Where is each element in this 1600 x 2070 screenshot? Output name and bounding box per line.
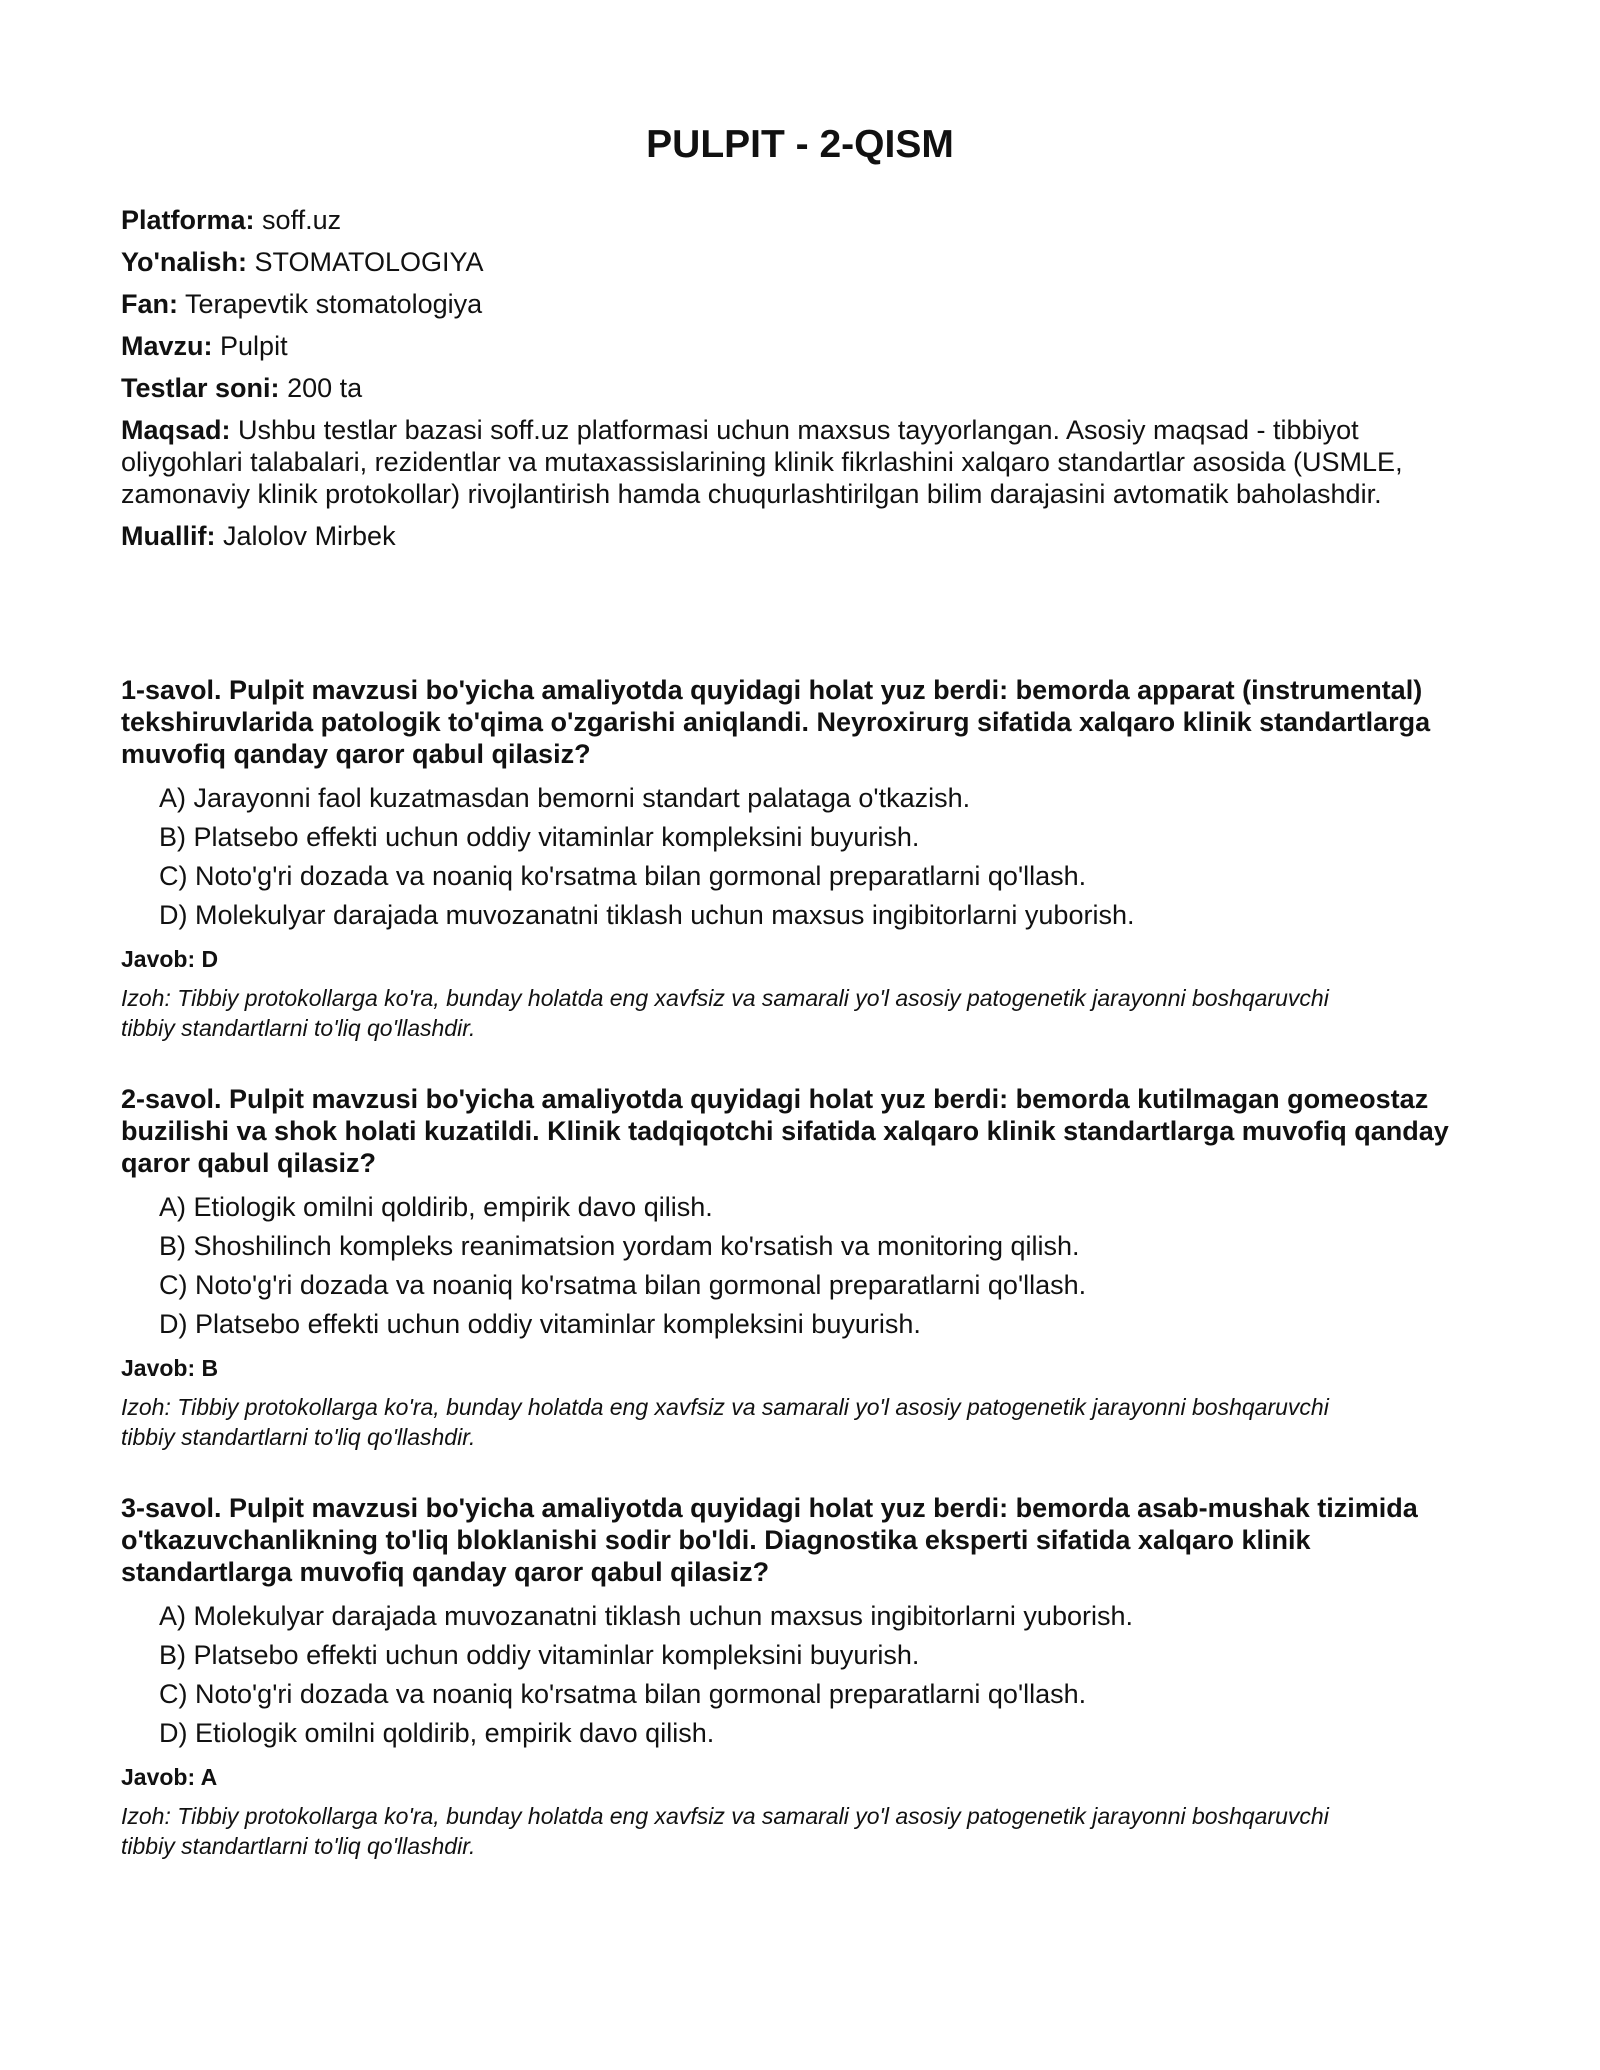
meta-direction-label: Yo'nalish: <box>121 247 247 277</box>
option-c: C) Noto'g'ri dozada va noaniq ko'rsatma bilan gormonal preparatlarni qo'llash. <box>159 1270 1087 1300</box>
meta-topic-label: Mavzu: <box>121 331 213 361</box>
question-1 <box>121 674 1481 1043</box>
document-meta <box>121 204 1461 562</box>
document-title: PULPIT - 2-QISM <box>646 123 954 166</box>
option-d: D) Platsebo effekti uchun oddiy vitaminlar kompleksini buyurish. <box>159 1309 921 1339</box>
meta-purpose <box>121 414 1461 510</box>
question-text: 1-savol. Pulpit mavzusi bo'yicha amaliyotda quyidagi holat yuz berdi: bemorda apparat (instrumental) tekshiruvlarida patologik to'qima o'zgarishi aniqlandi. Neyroxirurg sifatida xalqaro klinik standartlarga muvofiq qanday qaror qabul qilasiz? <box>121 675 1431 769</box>
meta-tests-count <box>121 372 1461 404</box>
option-d: D) Molekulyar darajada muvozanatni tiklash uchun maxsus ingibitorlarni yuborish. <box>159 900 1135 930</box>
meta-topic-value: Pulpit <box>220 331 288 361</box>
meta-author <box>121 520 1461 552</box>
answer-key: Javob: D <box>121 946 219 972</box>
answer-options <box>121 782 1481 931</box>
option-c: C) Noto'g'ri dozada va noaniq ko'rsatma bilan gormonal preparatlarni qo'llash. <box>159 861 1087 891</box>
meta-purpose-label: Maqsad: <box>121 415 231 445</box>
meta-purpose-value: Ushbu testlar bazasi soff.uz platformasi uchun maxsus tayyorlangan. Asosiy maqsad - tibbiyot oliygohlari talabalari, rezidentlar va mutaxassislarining klinik fikrlashini xalqaro standartlar asosida (USMLE, zamonaviy klinik protokollar) rivojlantirish hamda chuqurlashtirilgan bilim darajasini avtomatik baholashdir. <box>121 415 1403 509</box>
option-a: A) Etiologik omilni qoldirib, empirik davo qilish. <box>159 1192 713 1222</box>
meta-topic <box>121 330 1461 362</box>
answer-options <box>121 1191 1481 1340</box>
answer-explanation: Izoh: Tibbiy protokollarga ko'ra, bunday holatda eng xavfsiz va samarali yo'l asosiy patogenetik jarayonni boshqaruvchi tibbiy standartlarni to'liq qo'llashdir. <box>121 1394 1329 1450</box>
option-d: D) Etiologik omilni qoldirib, empirik davo qilish. <box>159 1718 715 1748</box>
meta-tests-label: Testlar soni: <box>121 373 280 403</box>
option-c: C) Noto'g'ri dozada va noaniq ko'rsatma bilan gormonal preparatlarni qo'llash. <box>159 1679 1087 1709</box>
answer-explanation: Izoh: Tibbiy protokollarga ko'ra, bunday holatda eng xavfsiz va samarali yo'l asosiy patogenetik jarayonni boshqaruvchi tibbiy standartlarni to'liq qo'llashdir. <box>121 985 1329 1041</box>
answer-key: Javob: A <box>121 1764 218 1790</box>
option-a: A) Jarayonni faol kuzatmasdan bemorni standart palataga o'tkazish. <box>159 783 971 813</box>
meta-tests-value: 200 ta <box>287 373 363 403</box>
meta-author-label: Muallif: <box>121 521 216 551</box>
meta-subject-value: Terapevtik stomatologiya <box>185 289 483 319</box>
question-text: 3-savol. Pulpit mavzusi bo'yicha amaliyotda quyidagi holat yuz berdi: bemorda asab-mushak tizimida o'tkazuvchanlikning to'liq bloklanishi sodir bo'ldi. Diagnostika eksperti sifatida xalqaro klinik standartlarga muvofiq qanday qaror qabul qilasiz? <box>121 1493 1418 1587</box>
meta-author-value: Jalolov Mirbek <box>223 521 396 551</box>
meta-subject-label: Fan: <box>121 289 178 319</box>
meta-direction-value: STOMATOLOGIYA <box>254 247 484 277</box>
meta-platform-value: soff.uz <box>262 205 342 235</box>
answer-key: Javob: B <box>121 1355 219 1381</box>
option-b: B) Platsebo effekti uchun oddiy vitaminlar kompleksini buyurish. <box>159 822 920 852</box>
option-b: B) Shoshilinch kompleks reanimatsion yordam ko'rsatish va monitoring qilish. <box>159 1231 1080 1261</box>
question-text: 2-savol. Pulpit mavzusi bo'yicha amaliyotda quyidagi holat yuz berdi: bemorda kutilmagan gomeostaz buzilishi va shok holati kuzatildi. Klinik tadqiqotchi sifatida xalqaro klinik standartlarga muvofiq qanday qaror qabul qilasiz? <box>121 1084 1449 1178</box>
meta-platform <box>121 204 1461 236</box>
question-2 <box>121 1083 1481 1452</box>
answer-explanation: Izoh: Tibbiy protokollarga ko'ra, bunday holatda eng xavfsiz va samarali yo'l asosiy patogenetik jarayonni boshqaruvchi tibbiy standartlarni to'liq qo'llashdir. <box>121 1803 1329 1859</box>
meta-subject <box>121 288 1461 320</box>
meta-direction <box>121 246 1461 278</box>
question-3 <box>121 1492 1481 1861</box>
answer-options <box>121 1600 1481 1749</box>
meta-platform-label: Platforma: <box>121 205 255 235</box>
option-b: B) Platsebo effekti uchun oddiy vitaminlar kompleksini buyurish. <box>159 1640 920 1670</box>
option-a: A) Molekulyar darajada muvozanatni tiklash uchun maxsus ingibitorlarni yuborish. <box>159 1601 1133 1631</box>
